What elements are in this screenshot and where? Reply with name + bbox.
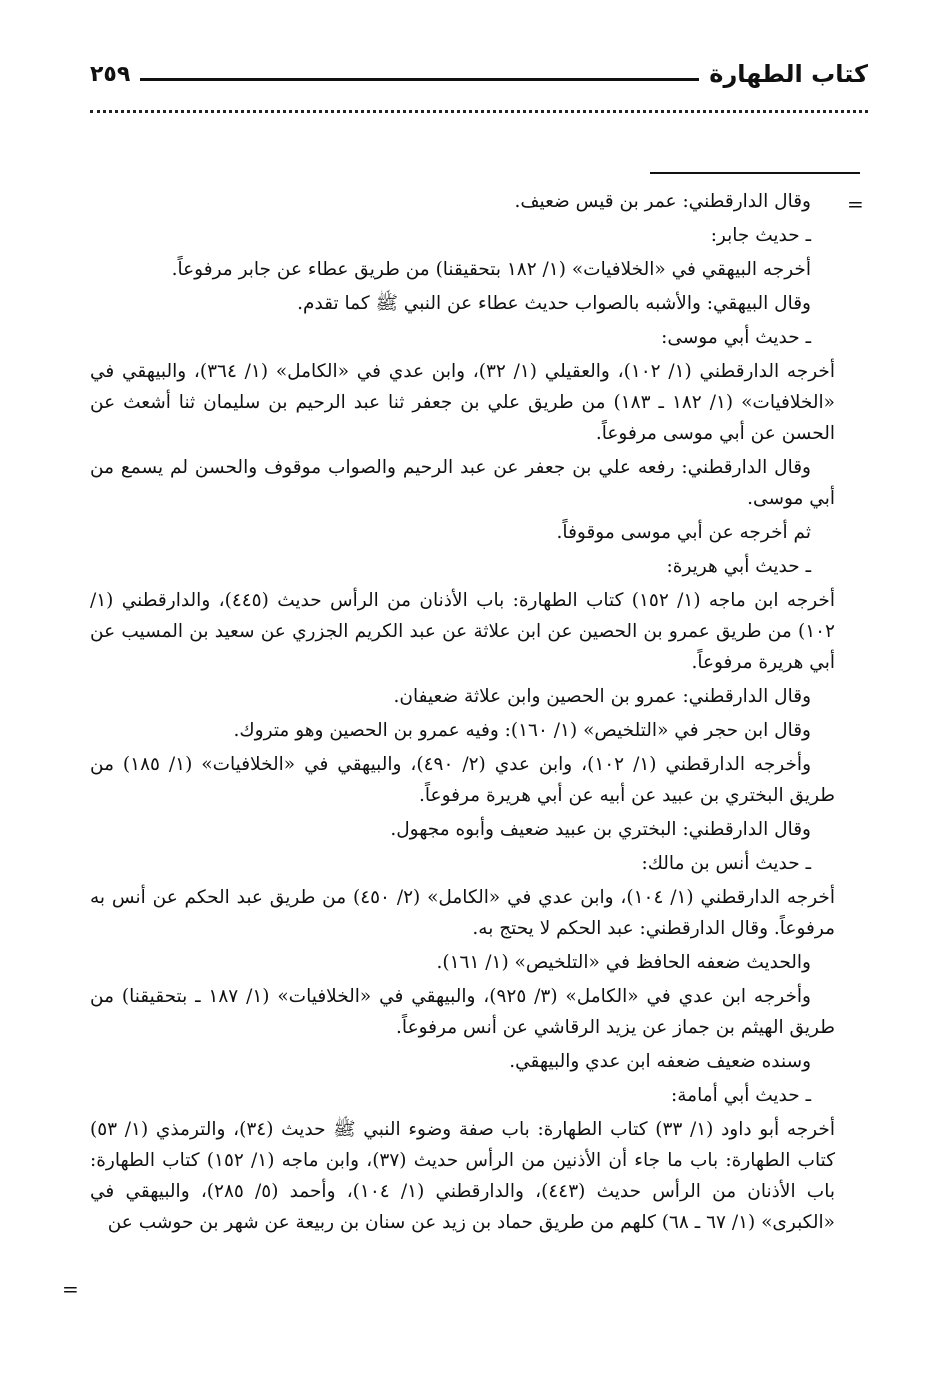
dotted-separator xyxy=(90,110,868,113)
footnote-rule xyxy=(650,172,860,174)
paragraph: وقال الدارقطني: رفعه علي بن جعفر عن عبد الرحيم والصواب موقوف والحسن لم يسمع من أبي موسى. xyxy=(90,457,835,509)
paragraph: وقال الدارقطني: البختري بن عبيد ضعيف وأبوه مجهول. xyxy=(390,819,811,840)
header-rule xyxy=(140,78,699,81)
subheading: ـ حديث أبي موسى: xyxy=(661,327,811,348)
paragraph: وقال الدارقطني: عمرو بن الحصين وابن علاثة ضعيفان. xyxy=(393,686,811,707)
page-number: ٢٥٩ xyxy=(90,61,131,87)
paragraph: وأخرجه الدارقطني (١/ ١٠٢)، وابن عدي (٢/ ٤٩٠)، والبيهقي في «الخلافيات» (١/ ١٨٥) من طريق البختري بن عبيد عن أبيه عن أبي هريرة مرفوعاً. xyxy=(90,754,835,806)
subheading: ـ حديث أنس بن مالك: xyxy=(641,853,811,874)
paragraph: أخرجه الدارقطني (١/ ١٠٢)، والعقيلي (١/ ٣٢)، وابن عدي في «الكامل» (١/ ٣٦٤)، والبيهقي في «الخلافيات» (١/ ١٨٢ ـ ١٨٣) من طريق علي بن جعفر ثنا عبد الرحيم بن سليمان ثنا أشعث عن الحسن عن أبي موسى مرفوعاً. xyxy=(90,361,835,444)
running-header xyxy=(90,52,868,96)
paragraph: أخرجه أبو داود (١/ ٣٣) كتاب الطهارة: باب صفة وضوء النبي ﷺ حديث (٣٤)، والترمذي (١/ ٥٣) كتاب الطهارة: باب ما جاء أن الأذنين من الرأس حديث (٣٧)، وابن ماجه (١/ ١٥٢) كتاب الطهارة: باب الأذنان من الرأس حديث (٤٤٣)، والدارقطني (١/ ١٠٤)، وأحمد (٥/ ٢٨٥)، والبيهقي في «الكبرى» (١/ ٦٧ ـ ٦٨) كلهم من طريق حماد بن زيد عن سنان بن ربيعة عن شهر بن حوشب عن xyxy=(90,1119,836,1233)
paragraph: وسنده ضعيف ضعفه ابن عدي والبيهقي. xyxy=(509,1051,811,1072)
paragraph: أخرجه الدارقطني (١/ ١٠٤)، وابن عدي في «الكامل» (٢/ ٤٥٠) من طريق عبد الحكم عن أنس به مرفوعاً. وقال الدارقطني: عبد الحكم لا يحتج به. xyxy=(90,887,836,939)
paragraph: أخرجه ابن ماجه (١/ ١٥٢) كتاب الطهارة: باب الأذنان من الرأس حديث (٤٤٥)، والدارقطني (١/ ١٠٢) من طريق عمرو بن الحصين عن ابن علاثة عن عبد الكريم الجزري عن سعيد بن المسيب عن أبي هريرة مرفوعاً. xyxy=(90,590,835,673)
paragraph: وأخرجه ابن عدي في «الكامل» (٣/ ٩٢٥)، والبيهقي في «الخلافيات» (١/ ١٨٧ ـ بتحقيقنا) من طريق الهيثم بن جماز عن يزيد الرقاشي عن أنس مرفوعاً. xyxy=(90,986,835,1038)
paragraph: وقال البيهقي: والأشبه بالصواب حديث عطاء عن النبي ﷺ كما تقدم. xyxy=(297,293,811,314)
subheading: ـ حديث أبي هريرة: xyxy=(666,556,811,577)
chapter-title: كتاب الطهارة xyxy=(709,60,868,88)
paragraph: أخرجه البيهقي في «الخلافيات» (١/ ١٨٢ بتحقيقنا) من طريق عطاء عن جابر مرفوعاً. xyxy=(171,259,811,280)
subheading: ـ حديث أبي أمامة: xyxy=(671,1085,811,1106)
footnote-text xyxy=(90,186,835,1241)
subheading: ـ حديث جابر: xyxy=(710,225,811,246)
paragraph: ثم أخرجه عن أبي موسى موقوفاً. xyxy=(556,522,811,543)
continuation-mark-top: = xyxy=(847,192,864,216)
paragraph: وقال ابن حجر في «التلخيص» (١/ ١٦٠): وفيه عمرو بن الحصين وهو متروك. xyxy=(233,720,811,741)
continuation-mark-bottom: = xyxy=(62,1277,79,1301)
paragraph: والحديث ضعفه الحافظ في «التلخيص» (١/ ١٦١). xyxy=(436,952,811,973)
paragraph: وقال الدارقطني: عمر بن قيس ضعيف. xyxy=(514,191,811,212)
